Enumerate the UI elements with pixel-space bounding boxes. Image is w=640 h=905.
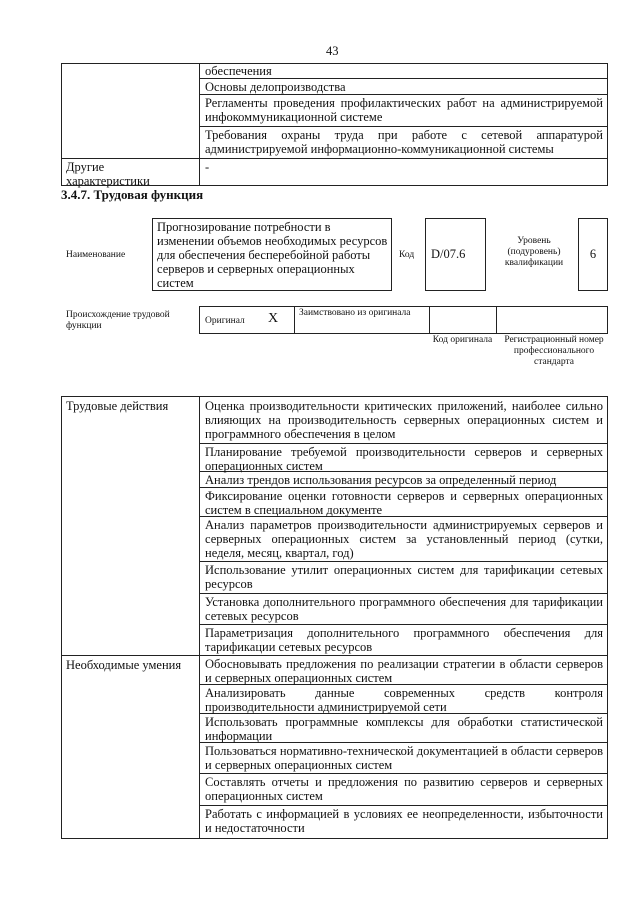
action-item: Планирование требуемой производительности серверов и серверных операционных систем: [205, 445, 603, 473]
skills-label: Необходимые умения: [66, 658, 182, 672]
skill-item: Составлять отчеты и предложения по развитию серверов и серверных операционных систем: [205, 775, 603, 803]
section-title: 3.4.7. Трудовая функция: [61, 187, 204, 202]
other-label: Другие характеристики: [66, 160, 150, 188]
name-label: Наименование: [66, 250, 126, 260]
reg-number-caption: Регистрационный номер профессионального стандарта: [504, 335, 604, 367]
page-number: 43: [326, 44, 339, 58]
level-value: 6: [589, 247, 597, 261]
action-item: Анализ трендов использования ресурсов за определенный период: [205, 473, 557, 487]
level-label: Уровень (подуровень) квалификации: [504, 236, 564, 268]
action-item: Установка дополнительного программного обеспечения для тарификации сетевых ресурсов: [205, 595, 603, 623]
action-item: Оценка производительности критических приложений, наиболее сильно влияющих на производительность серверных операционных систем и программного обеспечения в целом: [205, 399, 603, 441]
code-value: D/07.6: [431, 247, 466, 261]
skill-item: Анализировать данные современных средств контроля производительности администрируемой сети: [205, 686, 603, 714]
skill-item: Использовать программные комплексы для обработки статистической информации: [205, 715, 603, 743]
action-item: Фиксирование оценки готовности серверов и серверных операционных систем в специальном документе: [205, 489, 603, 517]
original-mark: X: [268, 311, 279, 326]
skill-item: Пользоваться нормативно-технической документацией в области серверов и серверных операционных систем: [205, 744, 603, 772]
top-row-2: Основы делопроизводства: [205, 80, 346, 94]
code-label: Код: [399, 250, 415, 260]
action-item: Параметризация дополнительного программного обеспечения для тарификации сетевых ресурсов: [205, 626, 603, 654]
code-original-caption: Код оригинала: [432, 335, 493, 345]
name-value: Прогнозирование потребности в изменении объемов необходимых ресурсов для обеспечения бесперебойной работы серверов и серверных операционных систем: [157, 220, 388, 290]
action-item: Анализ параметров производительности администрируемых серверов и серверных операционных систем за установленный период (сутки, неделя, месяц, квартал, год): [205, 518, 603, 560]
skill-item: Обосновывать предложения по реализации стратегии в области серверов и серверных операционных систем: [205, 657, 603, 685]
top-row-4: Требования охраны труда при работе с сетевой аппаратурой администрируемой информационно-коммуникационной системы: [205, 128, 603, 156]
top-row-1: обеспечения: [205, 64, 272, 78]
top-row-3: Регламенты проведения профилактических работ на администрируемой инфокоммуникационной системе: [205, 96, 603, 124]
action-item: Использование утилит операционных систем для тарификации сетевых ресурсов: [205, 563, 603, 591]
original-label: Оригинал: [205, 316, 245, 326]
other-value: -: [205, 160, 210, 174]
actions-label: Трудовые действия: [66, 399, 169, 413]
skill-item: Работать с информацией в условиях ее неопределенности, избыточности и недостаточности: [205, 807, 603, 835]
borrowed-label: Заимствовано из оригинала: [299, 308, 411, 318]
origin-label: Происхождение трудовой функции: [66, 310, 170, 331]
